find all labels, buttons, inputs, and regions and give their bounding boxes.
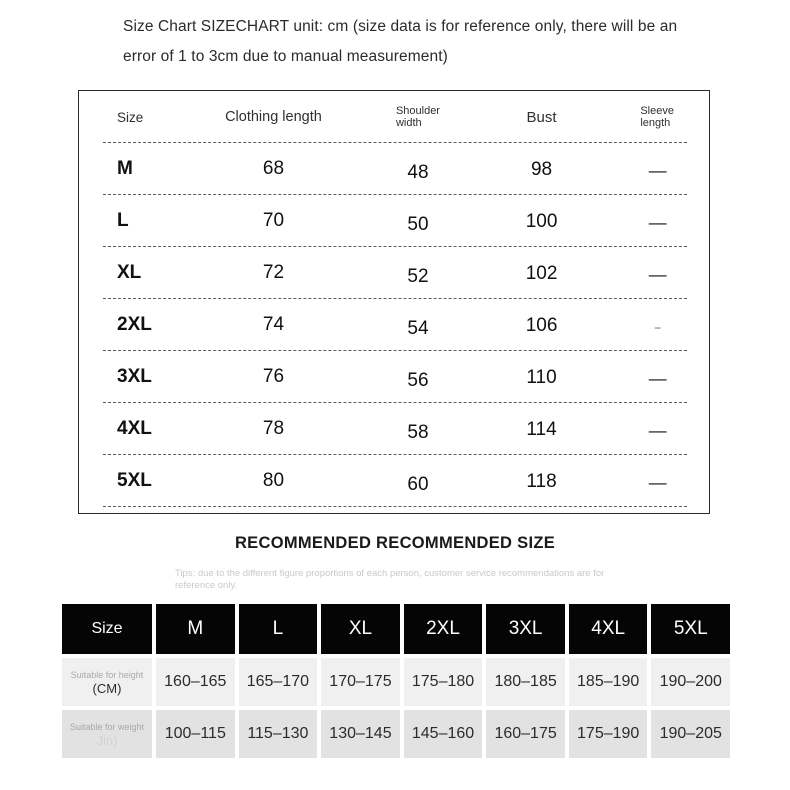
- cell-clothing-length: 72: [262, 262, 285, 283]
- cell-clothing-length: 78: [262, 418, 285, 439]
- suitable-for-weight-text: Suitable for weight: [69, 722, 145, 732]
- weight-unit: Jin): [96, 733, 118, 748]
- recommended-height-row: [62, 658, 730, 706]
- cell-size: 2XL: [117, 314, 152, 335]
- height-range-5xl: 190–200: [651, 658, 730, 706]
- recommended-size-3xl: 3XL: [486, 604, 565, 654]
- tips-text: Tips: due to the different figure proportions of each person, customer service recommendations are for reference only.: [175, 568, 605, 591]
- height-range-l: 165–170: [239, 658, 318, 706]
- column-header-shoulder-width-line1: Shoulder: [395, 105, 440, 117]
- recommended-size-2xl: 2XL: [404, 604, 483, 654]
- suitable-for-height-text: Suitable for height: [70, 670, 144, 680]
- cell-bust: 98: [530, 159, 553, 180]
- column-header-sleeve-length: [605, 105, 709, 129]
- recommended-size-xl: XL: [321, 604, 400, 654]
- cell-size: 4XL: [117, 418, 152, 439]
- size-table-header-row: [79, 91, 709, 143]
- recommended-size-label: Size: [62, 604, 152, 654]
- column-header-shoulder-width: [358, 105, 478, 129]
- recommended-size-m: M: [156, 604, 235, 654]
- column-header-size: Size: [117, 109, 144, 125]
- cell-sleeve-length: ––: [648, 265, 666, 284]
- cell-size: 3XL: [117, 366, 152, 387]
- weight-range-4xl: 175–190: [569, 710, 648, 758]
- cell-sleeve-length: ––: [648, 473, 666, 492]
- height-range-2xl: 175–180: [404, 658, 483, 706]
- cell-clothing-length: 68: [262, 158, 285, 179]
- weight-range-l: 115–130: [239, 710, 318, 758]
- cell-bust: 110: [526, 367, 557, 388]
- cell-shoulder-width: 50: [407, 214, 429, 235]
- cell-clothing-length: 80: [262, 470, 285, 491]
- cell-sleeve-length: --: [654, 320, 661, 334]
- cell-size: XL: [117, 262, 142, 283]
- cell-size: 5XL: [117, 470, 152, 491]
- cell-clothing-length: 76: [262, 366, 285, 387]
- cell-bust: 100: [525, 211, 558, 232]
- column-header-bust: Bust: [526, 108, 557, 126]
- cell-sleeve-length: ––: [648, 421, 666, 440]
- cell-sleeve-length: ––: [648, 161, 666, 180]
- cell-bust: 114: [526, 419, 557, 440]
- column-header-sleeve-length-line1: Sleeve: [640, 105, 674, 117]
- height-unit: (CM): [92, 681, 122, 696]
- size-chart-table: [78, 90, 710, 514]
- weight-range-m: 100–115: [156, 710, 235, 758]
- height-range-4xl: 185–190: [569, 658, 648, 706]
- cell-size: L: [117, 210, 129, 231]
- table-row: [79, 403, 709, 455]
- height-range-xl: 170–175: [321, 658, 400, 706]
- cell-shoulder-width: 48: [407, 162, 429, 183]
- cell-shoulder-width: 56: [407, 370, 429, 391]
- cell-shoulder-width: 58: [407, 422, 429, 443]
- weight-range-2xl: 145–160: [404, 710, 483, 758]
- cell-bust: 118: [526, 471, 557, 492]
- suitable-for-height-label: [62, 658, 152, 706]
- table-row: [79, 143, 709, 195]
- weight-range-5xl: 190–205: [651, 710, 730, 758]
- intro-paragraph: Size Chart SIZECHART unit: cm (size data is for reference only, there will be an error of 1 to 3cm due to manual measurement): [123, 18, 678, 65]
- recommended-header-row: [62, 604, 730, 654]
- weight-range-xl: 130–145: [321, 710, 400, 758]
- height-range-m: 160–165: [156, 658, 235, 706]
- column-header-clothing-length: Clothing length: [225, 108, 322, 125]
- table-row: [79, 195, 709, 247]
- cell-shoulder-width: 54: [407, 318, 429, 339]
- cell-shoulder-width: 60: [407, 474, 429, 495]
- recommended-size-l: L: [239, 604, 318, 654]
- recommended-size-5xl: 5XL: [651, 604, 730, 654]
- cell-clothing-length: 70: [262, 210, 285, 231]
- height-range-3xl: 180–185: [486, 658, 565, 706]
- recommended-weight-row: [62, 710, 730, 758]
- cell-sleeve-length: ––: [648, 213, 666, 232]
- cell-clothing-length: 74: [262, 314, 285, 335]
- column-header-sleeve-length-line2: length: [640, 117, 671, 129]
- table-row: [79, 299, 709, 351]
- table-row: [79, 455, 709, 507]
- cell-shoulder-width: 52: [407, 266, 429, 287]
- table-row: [79, 247, 709, 299]
- cell-bust: 102: [525, 263, 558, 284]
- recommended-size-title: RECOMMENDED RECOMMENDED SIZE: [234, 534, 556, 552]
- cell-bust: 106: [525, 315, 558, 336]
- suitable-for-weight-label: [62, 710, 152, 758]
- table-row: [79, 351, 709, 403]
- recommended-size-4xl: 4XL: [569, 604, 648, 654]
- recommended-size-grid: [62, 604, 730, 762]
- column-header-shoulder-width-line2: width: [395, 117, 422, 129]
- weight-range-3xl: 160–175: [486, 710, 565, 758]
- cell-sleeve-length: ––: [648, 369, 666, 388]
- cell-size: M: [117, 158, 133, 179]
